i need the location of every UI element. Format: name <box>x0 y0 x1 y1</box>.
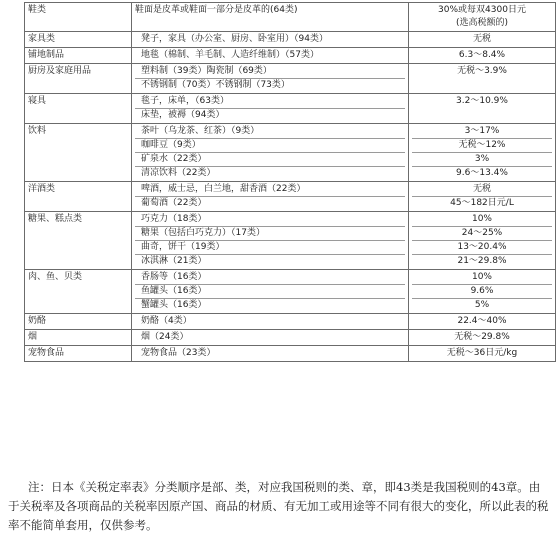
item-line: 不锈钢制（70类）不锈钢制（73类） <box>135 78 405 92</box>
cell-rates <box>409 3 556 32</box>
table-row <box>25 314 556 330</box>
cell-category: 洋酒类 <box>25 182 132 212</box>
table-row <box>25 94 556 124</box>
item-line: 凳子，家具（办公室、厨房、卧室用）（94类） <box>141 34 328 44</box>
rate-line: 3% <box>412 152 552 166</box>
rate-line: 5% <box>412 298 552 312</box>
cell-category: 糖果、糕点类 <box>25 212 132 270</box>
tariff-table <box>24 2 556 362</box>
cell-rates <box>409 330 556 346</box>
item-line: 蟹罐头（16类） <box>135 298 405 312</box>
rate-line: 10% <box>471 272 492 282</box>
cell-category: 肉、鱼、贝类 <box>25 270 132 314</box>
cell-items <box>132 48 409 64</box>
rate-line: 无税～12% <box>412 138 552 152</box>
item-line: 巧克力（18类） <box>141 214 207 224</box>
cell-category: 宠物食品 <box>25 346 132 362</box>
item-line: 鱼罐头（16类） <box>135 284 405 298</box>
rate-line: 无税～3.9% <box>457 66 507 76</box>
item-line: 茶叶（乌龙茶、红茶）（9类） <box>141 126 260 136</box>
cell-category: 烟 <box>25 330 132 346</box>
cell-items <box>132 346 409 362</box>
cell-items <box>132 94 409 124</box>
item-line: 矿泉水（22类） <box>135 152 405 166</box>
cell-items <box>132 64 409 94</box>
item-line: 地毯（棉制、羊毛制、人造纤维制）（57类） <box>141 50 319 60</box>
item-line: 咖啡豆（9类） <box>135 138 405 152</box>
cell-items <box>132 32 409 48</box>
cell-rates <box>409 212 556 270</box>
item-line: 奶酪（4类） <box>141 316 192 326</box>
cell-category: 饮料 <box>25 124 132 182</box>
rate-line: 9.6% <box>412 284 552 298</box>
cell-category: 寝具 <box>25 94 132 124</box>
cell-rates <box>409 182 556 212</box>
rate-line: 22.4～40% <box>457 316 507 326</box>
rate-line: 45～182日元/L <box>412 196 552 210</box>
cell-items <box>132 212 409 270</box>
table-row <box>25 32 556 48</box>
rate-line: 13～20.4% <box>412 240 552 254</box>
cell-items <box>132 314 409 330</box>
rate-line: 3～17% <box>464 126 500 136</box>
table-row <box>25 212 556 270</box>
cell-items <box>132 330 409 346</box>
rate-line: 10% <box>471 214 492 224</box>
table-row <box>25 64 556 94</box>
cell-category: 铺地制品 <box>25 48 132 64</box>
item-line: 香肠等（16类） <box>141 272 207 282</box>
cell-rates <box>409 124 556 182</box>
item-line: 床垫，被褥（94类） <box>135 108 405 122</box>
rate-line: 6.3～8.4% <box>458 50 506 60</box>
table-row <box>25 346 556 362</box>
table-row <box>25 270 556 314</box>
cell-rates <box>409 64 556 94</box>
cell-rates <box>409 270 556 314</box>
cell-category: 厨房及家庭用品 <box>25 64 132 94</box>
rate-line: 30%或每双4300日元 <box>438 5 526 15</box>
cell-rates <box>409 94 556 124</box>
item-line: 塑料制（39类）陶瓷制（69类） <box>141 66 272 76</box>
rate-line: 21～29.8% <box>412 254 552 268</box>
item-line: 毯子，床单，（63类） <box>141 96 229 106</box>
rate-line: 无税～36日元/kg <box>446 348 518 358</box>
table-row <box>25 48 556 64</box>
cell-category: 家具类 <box>25 32 132 48</box>
rate-line: 3.2～10.9% <box>456 96 508 106</box>
rate-line: 无税～29.8% <box>454 332 510 342</box>
cell-items <box>132 270 409 314</box>
item-line: 宠物食品（23类） <box>141 348 216 358</box>
item-line: 啤酒，威士忌，白兰地，甜香酒（22类） <box>141 184 306 194</box>
cell-items <box>132 182 409 212</box>
footnote: 注：日本《关税定率表》分类顺序是部、类，对应我国税则的类、章，即43类是我国税则的43章。由于关税率及各项商品的关税率因原产国、商品的材质、有无加工或用途等不同有很大的变化，所以此表的税率不能简单套用，仅供参考。 <box>8 479 549 532</box>
rate-line: 无税 <box>472 34 491 44</box>
table-row-header <box>25 3 556 32</box>
table-row <box>25 124 556 182</box>
rate-line: 无税 <box>472 184 491 194</box>
cell-rates <box>409 32 556 48</box>
cell-items <box>132 3 409 32</box>
cell-category: 鞋类 <box>25 3 132 32</box>
cell-rates <box>409 346 556 362</box>
cell-category: 奶酪 <box>25 314 132 330</box>
table-row <box>25 182 556 212</box>
item-line: 葡萄酒（22类） <box>135 196 405 210</box>
item-line: 鞋面是皮革或鞋面一部分是皮革的(64类) <box>135 5 298 15</box>
cell-rates <box>409 314 556 330</box>
item-line: 冰淇淋（21类） <box>135 254 405 268</box>
tariff-table-body <box>25 3 556 362</box>
item-line: 清凉饮料（22类） <box>135 166 405 180</box>
rate-line: 24～25% <box>412 226 552 240</box>
cell-items <box>132 124 409 182</box>
table-row <box>25 330 556 346</box>
rate-line: 9.6～13.4% <box>412 166 552 180</box>
item-line: 烟（24类） <box>141 332 189 342</box>
item-line: 曲奇，饼干（19类） <box>135 240 405 254</box>
item-line: 糖果（包括白巧克力）（17类） <box>135 226 405 240</box>
rate-line: (选高税额的) <box>455 18 509 28</box>
cell-rates <box>409 48 556 64</box>
